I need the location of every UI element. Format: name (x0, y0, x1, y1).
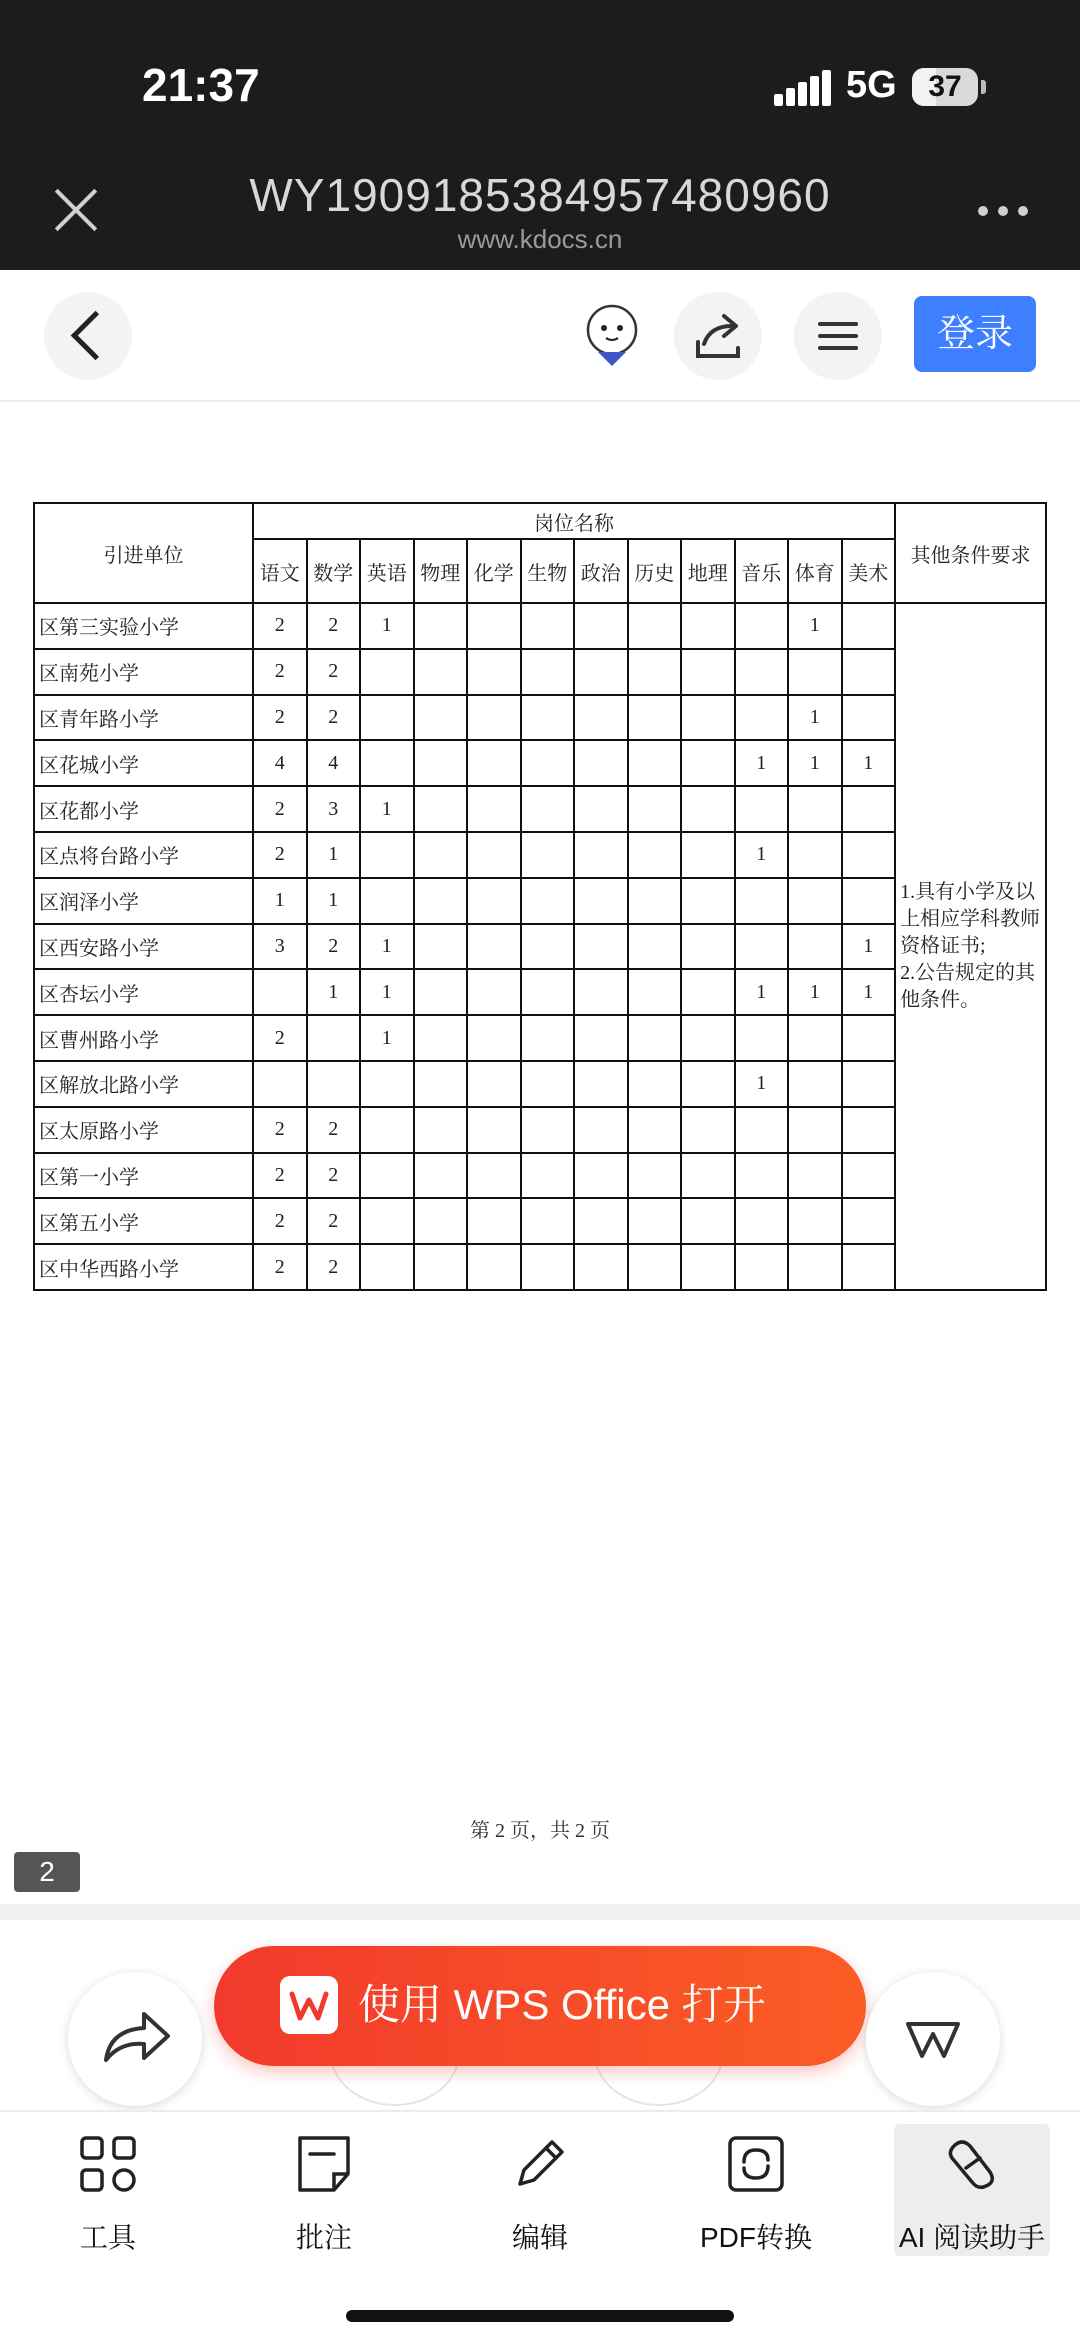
quota-cell (681, 649, 735, 695)
unit-name: 区解放北路小学 (34, 1061, 253, 1107)
quota-cell (788, 832, 842, 878)
quota-cell: 1 (360, 786, 414, 832)
unit-name: 区杏坛小学 (34, 969, 253, 1015)
pdf-convert-icon (724, 2132, 788, 2196)
quota-cell (574, 1198, 628, 1244)
quota-cell (253, 1061, 307, 1107)
quota-cell (788, 1244, 842, 1290)
avatar[interactable] (568, 292, 656, 380)
tab-tools[interactable] (30, 2124, 186, 2256)
quota-cell (414, 1061, 468, 1107)
subject-header: 物理 (414, 539, 468, 603)
table-row (34, 1015, 1046, 1061)
quota-cell (842, 1015, 896, 1061)
quota-cell (628, 649, 682, 695)
quota-cell (467, 1198, 521, 1244)
quota-cell (574, 649, 628, 695)
quota-cell: 2 (253, 603, 307, 649)
app-toolbar (0, 270, 1080, 402)
open-in-wps-button[interactable] (214, 1946, 866, 2066)
quota-cell: 1 (788, 695, 842, 741)
quota-cell (414, 1015, 468, 1061)
quota-cell (628, 878, 682, 924)
quota-cell: 3 (307, 786, 361, 832)
quota-cell (788, 1061, 842, 1107)
quota-cell (628, 1015, 682, 1061)
battery-icon (912, 68, 978, 106)
quota-cell (681, 924, 735, 970)
quota-cell (574, 832, 628, 878)
quota-cell (574, 740, 628, 786)
quota-cell (414, 603, 468, 649)
quota-cell (788, 1015, 842, 1061)
subject-header: 体育 (788, 539, 842, 603)
quota-cell (735, 1153, 789, 1199)
quota-cell: 1 (842, 924, 896, 970)
quota-cell (467, 1107, 521, 1153)
tab-edit[interactable] (462, 2124, 618, 2256)
quota-cell (842, 1198, 896, 1244)
quota-cell (574, 1107, 628, 1153)
divider (0, 1904, 1080, 1920)
quota-cell: 2 (307, 695, 361, 741)
table-row (34, 1061, 1046, 1107)
quota-cell (521, 924, 575, 970)
quota-cell (681, 832, 735, 878)
battery-level: 37 (928, 70, 962, 103)
unit-name: 区南苑小学 (34, 649, 253, 695)
table-row (34, 603, 1046, 649)
table-row (34, 1107, 1046, 1153)
quota-cell: 1 (735, 1061, 789, 1107)
table-row (34, 832, 1046, 878)
quota-cell (414, 878, 468, 924)
quota-cell (788, 878, 842, 924)
subject-header: 历史 (628, 539, 682, 603)
table-row (34, 1198, 1046, 1244)
quota-cell (574, 603, 628, 649)
mascot-icon (568, 292, 656, 380)
quota-cell (681, 1015, 735, 1061)
conditions-cell (895, 603, 1046, 1290)
quota-cell (628, 1107, 682, 1153)
quota-cell: 1 (842, 740, 896, 786)
quota-cell (521, 878, 575, 924)
quota-cell (414, 740, 468, 786)
quota-cell (735, 878, 789, 924)
quota-cell: 1 (360, 969, 414, 1015)
quota-cell: 1 (788, 603, 842, 649)
quota-cell (735, 924, 789, 970)
quota-cell: 2 (307, 1244, 361, 1290)
quota-cell (521, 786, 575, 832)
page-footer: 第 2 页，共 2 页 (470, 1820, 610, 1842)
header-conditions: 其他条件要求 (895, 503, 1046, 603)
quota-cell (842, 786, 896, 832)
unit-name: 区润泽小学 (34, 878, 253, 924)
quota-cell (681, 1244, 735, 1290)
quota-cell (842, 1061, 896, 1107)
quota-cell (574, 695, 628, 741)
quota-cell (467, 832, 521, 878)
quota-cell (467, 786, 521, 832)
table-row (34, 969, 1046, 1015)
quota-cell: 1 (788, 969, 842, 1015)
quota-cell: 2 (253, 1244, 307, 1290)
quota-cell (521, 695, 575, 741)
quota-cell (842, 695, 896, 741)
quota-cell (360, 1244, 414, 1290)
battery-tip (981, 80, 986, 94)
quota-cell (681, 878, 735, 924)
quota-cell (574, 1061, 628, 1107)
quota-cell (521, 1061, 575, 1107)
quota-cell (628, 1061, 682, 1107)
quota-cell: 2 (307, 1198, 361, 1244)
ai-assistant-icon (940, 2132, 1004, 2196)
document-page (0, 404, 1080, 1904)
tab-ai-assistant[interactable] (894, 2124, 1050, 2256)
quota-cell (842, 1153, 896, 1199)
subject-header: 语文 (253, 539, 307, 603)
quota-cell (681, 1107, 735, 1153)
unit-name: 区青年路小学 (34, 695, 253, 741)
quota-cell (628, 603, 682, 649)
quota-cell: 2 (253, 649, 307, 695)
unit-name: 区花城小学 (34, 740, 253, 786)
table-row (34, 878, 1046, 924)
quota-cell: 1 (360, 603, 414, 649)
table-row (34, 695, 1046, 741)
recruitment-table (33, 502, 1047, 1291)
quota-cell (414, 1107, 468, 1153)
quota-cell (735, 649, 789, 695)
quota-cell (788, 786, 842, 832)
wps-shortcut-button[interactable] (866, 1972, 1000, 2106)
quota-cell (360, 878, 414, 924)
quota-cell (414, 832, 468, 878)
quota-cell (414, 1244, 468, 1290)
quota-cell (360, 649, 414, 695)
login-button[interactable]: 登录 (914, 296, 1036, 372)
quota-cell (681, 695, 735, 741)
quota-cell (788, 649, 842, 695)
quota-cell (414, 786, 468, 832)
quota-cell (735, 695, 789, 741)
quota-cell (307, 1061, 361, 1107)
quota-cell (574, 1015, 628, 1061)
quota-cell (681, 969, 735, 1015)
quota-cell (628, 969, 682, 1015)
quota-cell (360, 740, 414, 786)
quota-cell (842, 878, 896, 924)
quota-cell (414, 1198, 468, 1244)
quota-cell (788, 1198, 842, 1244)
quota-cell (788, 1107, 842, 1153)
quota-cell (681, 1153, 735, 1199)
quota-cell: 3 (253, 924, 307, 970)
quota-cell (521, 969, 575, 1015)
quota-cell (628, 786, 682, 832)
wps-logo-icon (280, 1976, 338, 2034)
quota-cell (574, 1153, 628, 1199)
more-icon[interactable] (978, 206, 1028, 218)
menu-button[interactable] (794, 292, 882, 380)
subject-header: 美术 (842, 539, 896, 603)
unit-name: 区点将台路小学 (34, 832, 253, 878)
quota-cell (628, 1153, 682, 1199)
open-in-wps-label: 使用 WPS Office 打开 (358, 1981, 766, 2028)
unit-name: 区第一小学 (34, 1153, 253, 1199)
quota-cell (735, 1244, 789, 1290)
quota-cell (360, 695, 414, 741)
quota-cell (735, 603, 789, 649)
quota-cell (842, 1107, 896, 1153)
quota-cell (467, 603, 521, 649)
quota-cell (681, 740, 735, 786)
quota-cell: 2 (253, 1153, 307, 1199)
quota-cell (414, 1153, 468, 1199)
quota-cell (574, 969, 628, 1015)
unit-name: 区太原路小学 (34, 1107, 253, 1153)
tab-annotate[interactable] (246, 2124, 402, 2256)
unit-name: 区花都小学 (34, 786, 253, 832)
quota-cell: 2 (253, 1198, 307, 1244)
quota-cell: 1 (307, 969, 361, 1015)
quota-cell (574, 924, 628, 970)
quota-cell (574, 1244, 628, 1290)
unit-name: 区第五小学 (34, 1198, 253, 1244)
subject-header: 音乐 (735, 539, 789, 603)
tab-pdf-convert[interactable] (678, 2124, 834, 2256)
quota-cell (307, 1015, 361, 1061)
quota-cell (628, 695, 682, 741)
network-type: 5G (846, 64, 897, 106)
quota-cell: 1 (735, 832, 789, 878)
quota-cell (467, 969, 521, 1015)
quota-cell: 2 (307, 1153, 361, 1199)
quota-cell (681, 603, 735, 649)
quota-cell (360, 1198, 414, 1244)
quota-cell: 4 (307, 740, 361, 786)
quota-cell (360, 1107, 414, 1153)
quota-cell (574, 786, 628, 832)
quota-cell (735, 1198, 789, 1244)
quota-cell: 1 (735, 969, 789, 1015)
forward-icon (68, 1972, 202, 2106)
quota-cell: 1 (842, 969, 896, 1015)
quota-cell (521, 832, 575, 878)
header-positions: 岗位名称 (253, 503, 895, 539)
quota-cell (628, 1198, 682, 1244)
edit-icon (508, 2132, 572, 2196)
subject-header: 数学 (307, 539, 361, 603)
quota-cell (467, 878, 521, 924)
home-indicator (346, 2310, 734, 2322)
quota-cell: 1 (735, 740, 789, 786)
quota-cell (735, 786, 789, 832)
signal-icon (774, 70, 832, 106)
condition-item: 1.具有小学及以上相应学科教师资格证书; (900, 880, 1041, 957)
quota-cell (467, 740, 521, 786)
quota-cell (360, 1061, 414, 1107)
subject-header: 化学 (467, 539, 521, 603)
quota-cell (788, 1153, 842, 1199)
quota-cell (467, 649, 521, 695)
quota-cell: 2 (253, 1107, 307, 1153)
unit-name: 区曹州路小学 (34, 1015, 253, 1061)
condition-item: 2.公告规定的其他条件。 (900, 961, 1036, 1011)
quota-cell (628, 740, 682, 786)
quota-cell (467, 1061, 521, 1107)
share-button[interactable] (674, 292, 762, 380)
unit-name: 区西安路小学 (34, 924, 253, 970)
quota-cell (628, 1244, 682, 1290)
quota-cell (467, 1153, 521, 1199)
table-row (34, 740, 1046, 786)
quota-cell (521, 1107, 575, 1153)
quota-cell (521, 1153, 575, 1199)
title-bar (0, 0, 1080, 270)
quota-cell (521, 603, 575, 649)
quota-cell (842, 1244, 896, 1290)
header-unit: 引进单位 (34, 503, 253, 603)
quota-cell: 2 (307, 603, 361, 649)
tab-ai-assistant-label: AI 阅读助手 (898, 2222, 1046, 2253)
tab-pdf-convert-label: PDF转换 (699, 2222, 812, 2253)
document-url: www.kdocs.cn (457, 224, 623, 254)
quota-cell: 1 (307, 832, 361, 878)
unit-name: 区中华西路小学 (34, 1244, 253, 1290)
quota-cell (521, 740, 575, 786)
subject-header: 生物 (521, 539, 575, 603)
quota-cell (842, 603, 896, 649)
quota-cell (521, 1198, 575, 1244)
table-row (34, 1244, 1046, 1290)
quota-cell (681, 786, 735, 832)
quota-cell: 1 (788, 740, 842, 786)
quota-cell (467, 695, 521, 741)
table-row (34, 1153, 1046, 1199)
quota-cell (628, 924, 682, 970)
quota-cell (681, 1198, 735, 1244)
quota-cell (253, 969, 307, 1015)
quota-cell (414, 695, 468, 741)
subject-header: 地理 (681, 539, 735, 603)
quota-cell (681, 1061, 735, 1107)
subject-header: 英语 (360, 539, 414, 603)
quota-cell (788, 924, 842, 970)
tools-icon (76, 2132, 140, 2196)
quota-cell (467, 1244, 521, 1290)
quota-cell: 1 (360, 1015, 414, 1061)
table-row (34, 649, 1046, 695)
tab-annotate-label: 批注 (295, 2222, 352, 2253)
quota-cell (842, 649, 896, 695)
quota-cell: 2 (307, 649, 361, 695)
share-icon (674, 292, 762, 380)
quota-cell (414, 649, 468, 695)
back-button[interactable] (44, 292, 132, 380)
table-row (34, 924, 1046, 970)
quota-cell: 1 (307, 878, 361, 924)
quota-cell (574, 878, 628, 924)
quota-cell (360, 1153, 414, 1199)
quota-cell (521, 1244, 575, 1290)
quota-cell (521, 1015, 575, 1061)
quota-cell: 1 (360, 924, 414, 970)
quota-cell: 2 (253, 786, 307, 832)
tab-tools-label: 工具 (79, 2222, 136, 2253)
quota-cell: 2 (307, 924, 361, 970)
quota-cell (360, 832, 414, 878)
status-time: 21:37 (142, 59, 260, 111)
document-title: WY1909185384957480960 (249, 169, 831, 221)
unit-name: 区第三实验小学 (34, 603, 253, 649)
table-row (34, 786, 1046, 832)
quota-cell (735, 1015, 789, 1061)
quota-cell: 2 (253, 695, 307, 741)
page-number-badge: 2 (14, 1852, 80, 1892)
subject-header: 政治 (574, 539, 628, 603)
quota-cell (414, 969, 468, 1015)
forward-button[interactable] (68, 1972, 202, 2106)
quota-cell (467, 1015, 521, 1061)
quota-cell (735, 1107, 789, 1153)
quota-cell (842, 832, 896, 878)
quota-cell: 2 (253, 1015, 307, 1061)
quota-cell (414, 924, 468, 970)
annotate-icon (292, 2132, 356, 2196)
wps-w-icon (866, 1972, 1000, 2106)
quota-cell: 2 (253, 832, 307, 878)
tab-edit-label: 编辑 (511, 2222, 568, 2253)
quota-cell: 4 (253, 740, 307, 786)
quota-cell (467, 924, 521, 970)
quota-cell (628, 832, 682, 878)
quota-cell (521, 649, 575, 695)
quota-cell: 1 (253, 878, 307, 924)
quota-cell: 2 (307, 1107, 361, 1153)
